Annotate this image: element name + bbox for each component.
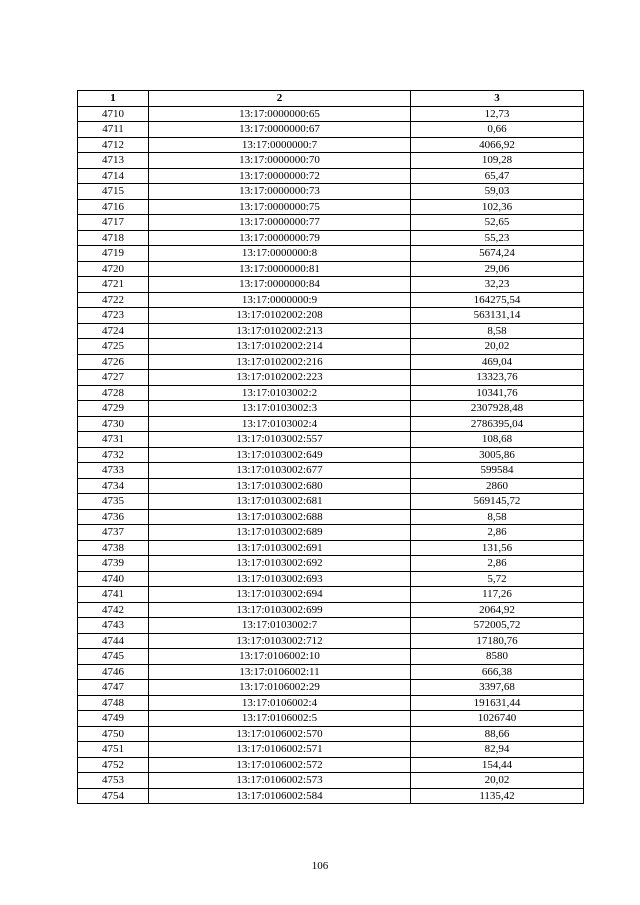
table-row: [78, 509, 584, 525]
value-cell: 55,23: [411, 230, 584, 246]
table-row: [78, 587, 584, 603]
row-number-cell: 4722: [78, 292, 149, 308]
value-cell: 8,58: [411, 323, 584, 339]
table-row: [78, 478, 584, 494]
cadastral-number-cell: 13:17:0106002:571: [149, 742, 411, 758]
row-number-cell: 4752: [78, 757, 149, 773]
table-row: [78, 494, 584, 510]
table-row: [78, 618, 584, 634]
cadastral-number-cell: 13:17:0102002:216: [149, 354, 411, 370]
table-row: [78, 184, 584, 200]
table-row: [78, 308, 584, 324]
row-number-cell: 4717: [78, 215, 149, 231]
table-row: [78, 680, 584, 696]
cadastral-number-cell: 13:17:0103002:681: [149, 494, 411, 510]
value-cell: 2786395,04: [411, 416, 584, 432]
table-row: [78, 385, 584, 401]
cadastral-number-cell: 13:17:0106002:584: [149, 788, 411, 804]
table-row: [78, 602, 584, 618]
value-cell: 20,02: [411, 773, 584, 789]
cadastral-number-cell: 13:17:0103002:692: [149, 556, 411, 572]
cadastral-number-cell: 13:17:0106002:10: [149, 649, 411, 665]
table-header: [78, 91, 584, 107]
cadastral-number-cell: 13:17:0000000:73: [149, 184, 411, 200]
row-number-cell: 4713: [78, 153, 149, 169]
value-cell: 32,23: [411, 277, 584, 293]
table-row: [78, 432, 584, 448]
table-row: [78, 757, 584, 773]
cadastral-number-cell: 13:17:0000000:79: [149, 230, 411, 246]
value-cell: 164275,54: [411, 292, 584, 308]
value-cell: 0,66: [411, 122, 584, 138]
row-number-cell: 4734: [78, 478, 149, 494]
cadastral-number-cell: 13:17:0103002:680: [149, 478, 411, 494]
cadastral-number-cell: 13:17:0106002:573: [149, 773, 411, 789]
cadastral-number-cell: 13:17:0102002:223: [149, 370, 411, 386]
row-number-cell: 4740: [78, 571, 149, 587]
value-cell: 3005,86: [411, 447, 584, 463]
table-row: [78, 463, 584, 479]
row-number-cell: 4720: [78, 261, 149, 277]
table-row: [78, 246, 584, 262]
cadastral-number-cell: 13:17:0000000:84: [149, 277, 411, 293]
row-number-cell: 4710: [78, 106, 149, 122]
row-number-cell: 4738: [78, 540, 149, 556]
header-row: [78, 91, 584, 107]
value-cell: 4066,92: [411, 137, 584, 153]
table-row: [78, 168, 584, 184]
row-number-cell: 4751: [78, 742, 149, 758]
table-row: [78, 571, 584, 587]
value-cell: 563131,14: [411, 308, 584, 324]
value-cell: 2307928,48: [411, 401, 584, 417]
row-number-cell: 4732: [78, 447, 149, 463]
value-cell: 666,38: [411, 664, 584, 680]
value-cell: 3397,68: [411, 680, 584, 696]
row-number-cell: 4735: [78, 494, 149, 510]
value-cell: 469,04: [411, 354, 584, 370]
value-cell: 59,03: [411, 184, 584, 200]
value-cell: 1026740: [411, 711, 584, 727]
cadastral-number-cell: 13:17:0103002:694: [149, 587, 411, 603]
cadastral-number-cell: 13:17:0106002:11: [149, 664, 411, 680]
table-row: [78, 695, 584, 711]
table-row: [78, 370, 584, 386]
table-row: [78, 215, 584, 231]
row-number-cell: 4748: [78, 695, 149, 711]
value-cell: 1135,42: [411, 788, 584, 804]
row-number-cell: 4753: [78, 773, 149, 789]
table-row: [78, 773, 584, 789]
table-row: [78, 525, 584, 541]
cadastral-number-cell: 13:17:0103002:693: [149, 571, 411, 587]
value-cell: 108,68: [411, 432, 584, 448]
value-cell: 65,47: [411, 168, 584, 184]
row-number-cell: 4711: [78, 122, 149, 138]
value-cell: 117,26: [411, 587, 584, 603]
cadastral-number-cell: 13:17:0103002:688: [149, 509, 411, 525]
column-header-1: 1: [78, 91, 149, 107]
row-number-cell: 4743: [78, 618, 149, 634]
row-number-cell: 4728: [78, 385, 149, 401]
value-cell: 8,58: [411, 509, 584, 525]
cadastral-number-cell: 13:17:0000000:81: [149, 261, 411, 277]
table-row: [78, 230, 584, 246]
value-cell: 2,86: [411, 556, 584, 572]
value-cell: 2,86: [411, 525, 584, 541]
cadastral-number-cell: 13:17:0103002:4: [149, 416, 411, 432]
value-cell: 2064,92: [411, 602, 584, 618]
cadastral-number-cell: 13:17:0103002:691: [149, 540, 411, 556]
page-number: 106: [311, 860, 329, 872]
value-cell: 52,65: [411, 215, 584, 231]
row-number-cell: 4725: [78, 339, 149, 355]
cadastral-number-cell: 13:17:0000000:9: [149, 292, 411, 308]
table-row: [78, 711, 584, 727]
row-number-cell: 4714: [78, 168, 149, 184]
row-number-cell: 4716: [78, 199, 149, 215]
value-cell: 82,94: [411, 742, 584, 758]
table-row: [78, 664, 584, 680]
table-row: [78, 106, 584, 122]
table-row: [78, 277, 584, 293]
cadastral-number-cell: 13:17:0106002:5: [149, 711, 411, 727]
table-row: [78, 416, 584, 432]
table-row: [78, 199, 584, 215]
cadastral-number-cell: 13:17:0102002:214: [149, 339, 411, 355]
row-number-cell: 4744: [78, 633, 149, 649]
table-row: [78, 122, 584, 138]
row-number-cell: 4718: [78, 230, 149, 246]
cadastral-number-cell: 13:17:0103002:699: [149, 602, 411, 618]
table-row: [78, 261, 584, 277]
row-number-cell: 4737: [78, 525, 149, 541]
row-number-cell: 4754: [78, 788, 149, 804]
value-cell: 109,28: [411, 153, 584, 169]
cadastral-number-cell: 13:17:0000000:7: [149, 137, 411, 153]
table-row: [78, 354, 584, 370]
cadastral-number-cell: 13:17:0106002:29: [149, 680, 411, 696]
cadastral-number-cell: 13:17:0103002:2: [149, 385, 411, 401]
value-cell: 599584: [411, 463, 584, 479]
row-number-cell: 4727: [78, 370, 149, 386]
row-number-cell: 4749: [78, 711, 149, 727]
cadastral-number-cell: 13:17:0000000:65: [149, 106, 411, 122]
cadastral-number-cell: 13:17:0106002:4: [149, 695, 411, 711]
value-cell: 10341,76: [411, 385, 584, 401]
table-row: [78, 323, 584, 339]
row-number-cell: 4733: [78, 463, 149, 479]
row-number-cell: 4739: [78, 556, 149, 572]
table-row: [78, 633, 584, 649]
value-cell: 29,06: [411, 261, 584, 277]
cadastral-number-cell: 13:17:0102002:208: [149, 308, 411, 324]
cadastral-number-cell: 13:17:0103002:689: [149, 525, 411, 541]
cadastral-number-cell: 13:17:0000000:72: [149, 168, 411, 184]
row-number-cell: 4723: [78, 308, 149, 324]
row-number-cell: 4730: [78, 416, 149, 432]
table-row: [78, 153, 584, 169]
row-number-cell: 4721: [78, 277, 149, 293]
value-cell: 12,73: [411, 106, 584, 122]
table-row: [78, 649, 584, 665]
row-number-cell: 4736: [78, 509, 149, 525]
table-row: [78, 556, 584, 572]
table-row: [78, 401, 584, 417]
row-number-cell: 4726: [78, 354, 149, 370]
cadastral-number-cell: 13:17:0106002:570: [149, 726, 411, 742]
cadastral-number-cell: 13:17:0000000:70: [149, 153, 411, 169]
cadastral-number-cell: 13:17:0103002:649: [149, 447, 411, 463]
row-number-cell: 4731: [78, 432, 149, 448]
cadastral-number-cell: 13:17:0103002:677: [149, 463, 411, 479]
row-number-cell: 4741: [78, 587, 149, 603]
row-number-cell: 4747: [78, 680, 149, 696]
table-row: [78, 339, 584, 355]
cadastral-number-cell: 13:17:0102002:213: [149, 323, 411, 339]
value-cell: 2860: [411, 478, 584, 494]
cadastral-number-cell: 13:17:0103002:3: [149, 401, 411, 417]
cadastral-number-cell: 13:17:0000000:8: [149, 246, 411, 262]
cadastral-number-cell: 13:17:0106002:572: [149, 757, 411, 773]
value-cell: 131,56: [411, 540, 584, 556]
value-cell: 154,44: [411, 757, 584, 773]
value-cell: 5,72: [411, 571, 584, 587]
value-cell: 13323,76: [411, 370, 584, 386]
value-cell: 102,36: [411, 199, 584, 215]
table-row: [78, 447, 584, 463]
value-cell: 20,02: [411, 339, 584, 355]
column-header-3: 3: [411, 91, 584, 107]
value-cell: 569145,72: [411, 494, 584, 510]
table-row: [78, 137, 584, 153]
cadastral-number-cell: 13:17:0000000:67: [149, 122, 411, 138]
table-row: [78, 742, 584, 758]
cadastral-number-cell: 13:17:0000000:75: [149, 199, 411, 215]
row-number-cell: 4724: [78, 323, 149, 339]
row-number-cell: 4745: [78, 649, 149, 665]
row-number-cell: 4729: [78, 401, 149, 417]
row-number-cell: 4750: [78, 726, 149, 742]
cadastral-number-cell: 13:17:0103002:712: [149, 633, 411, 649]
row-number-cell: 4715: [78, 184, 149, 200]
row-number-cell: 4746: [78, 664, 149, 680]
row-number-cell: 4712: [78, 137, 149, 153]
table-body: [78, 106, 584, 804]
table-row: [78, 726, 584, 742]
cadastral-number-cell: 13:17:0103002:557: [149, 432, 411, 448]
row-number-cell: 4719: [78, 246, 149, 262]
value-cell: 8580: [411, 649, 584, 665]
table-row: [78, 292, 584, 308]
cadastral-number-cell: 13:17:0103002:7: [149, 618, 411, 634]
value-cell: 17180,76: [411, 633, 584, 649]
column-header-2: 2: [149, 91, 411, 107]
row-number-cell: 4742: [78, 602, 149, 618]
value-cell: 572005,72: [411, 618, 584, 634]
data-table: [77, 90, 584, 804]
value-cell: 191631,44: [411, 695, 584, 711]
table-row: [78, 788, 584, 804]
cadastral-number-cell: 13:17:0000000:77: [149, 215, 411, 231]
value-cell: 5674,24: [411, 246, 584, 262]
table-row: [78, 540, 584, 556]
value-cell: 88,66: [411, 726, 584, 742]
